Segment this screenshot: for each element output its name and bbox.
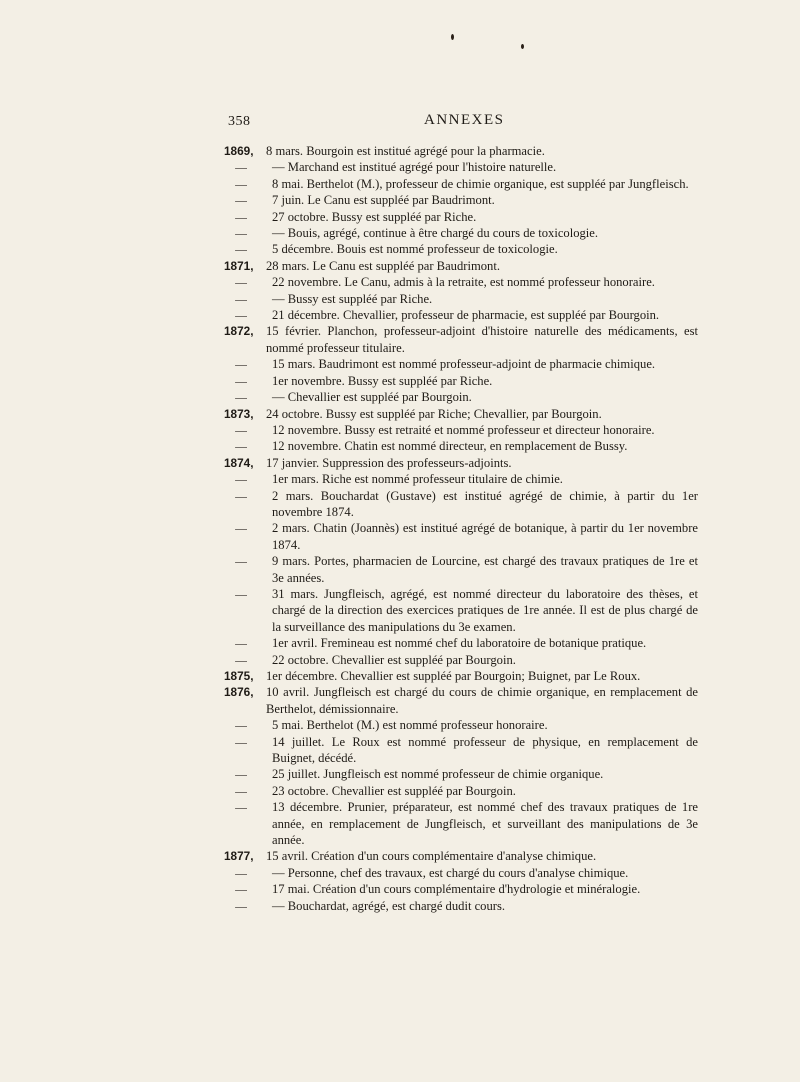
entry-year: — (235, 652, 247, 667)
entry-year: 1877, (224, 849, 254, 864)
entry-year: — (235, 636, 247, 651)
entry-year: 1872, (224, 324, 254, 339)
chronology-entry (224, 258, 698, 274)
chronology-entry (228, 356, 698, 372)
entry-text: 17 mai. Création d'un cours complémentaire d'hydrologie et minéralogie. (272, 882, 641, 897)
entry-year: — (235, 291, 247, 306)
entry-text: 17 janvier. Suppression des professeurs-adjoints. (266, 455, 512, 470)
entry-text: — Bussy est suppléé par Riche. (272, 291, 433, 306)
entry-year: — (235, 521, 247, 536)
entry-year: — (235, 160, 247, 175)
chronology-list (224, 143, 698, 914)
entry-year: — (235, 767, 247, 782)
entry-year: — (235, 734, 247, 749)
entry-text: 15 avril. Création d'un cours complémentaire d'analyse chimique. (266, 849, 597, 864)
page-number: 358 (228, 114, 251, 129)
entry-year: — (235, 226, 247, 241)
entry-year: — (235, 586, 247, 601)
entry-year: — (235, 357, 247, 372)
entry-year: — (235, 176, 247, 191)
entry-text: 8 mai. Berthelot (M.), professeur de chimie organique, est suppléé par Jungfleisch. (272, 176, 689, 191)
chronology-entry (228, 192, 698, 208)
entry-year: — (235, 488, 247, 503)
chronology-entry (224, 668, 698, 684)
chronology-entry (228, 176, 698, 192)
chronology-entry (228, 553, 698, 586)
chronology-entry (224, 455, 698, 471)
entry-text: 14 juillet. Le Roux est nommé professeur de physique, en remplacement de Buignet, décédé. (272, 734, 698, 766)
entry-text: 15 mars. Baudrimont est nommé professeur-adjoint de pharmacie chimique. (272, 357, 656, 372)
entry-text: 7 juin. Le Canu est suppléé par Baudrimont. (272, 193, 495, 208)
entry-text: 8 mars. Bourgoin est institué agrégé pour la pharmacie. (266, 144, 545, 158)
chronology-entry (228, 389, 698, 405)
entry-text: 31 mars. Jungfleisch, agrégé, est nommé directeur du laboratoire des thèses, et chargé de la direction des exercices pratiques de 1re année. Il est de plus chargé de la surveillance des manipulations du 3e examen. (272, 586, 698, 634)
entry-year: — (235, 193, 247, 208)
entry-year: — (235, 209, 247, 224)
chronology-entry (228, 159, 698, 175)
entry-year: — (235, 422, 247, 437)
entry-text: 24 octobre. Bussy est suppléé par Riche; Chevallier, par Bourgoin. (266, 406, 602, 421)
chronology-entry (228, 438, 698, 454)
ink-speck (451, 34, 454, 40)
entry-text: 2 mars. Bouchardat (Gustave) est institué agrégé de chimie, à partir du 1er novembre 1874. (272, 488, 698, 519)
entry-text: 5 mai. Berthelot (M.) est nommé professeur honoraire. (272, 718, 548, 733)
entry-text: 9 mars. Portes, pharmacien de Lourcine, est chargé des travaux pratiques de 1re et 3e années. (272, 554, 698, 585)
chronology-entry (228, 652, 698, 668)
entry-year: — (235, 439, 247, 454)
entry-year: — (235, 308, 247, 323)
entry-year: — (235, 275, 247, 290)
chronology-entry (224, 406, 698, 422)
entry-text: 25 juillet. Jungfleisch est nommé professeur de chimie organique. (272, 767, 604, 782)
page-header (228, 112, 578, 134)
chronology-entry (228, 488, 698, 521)
chronology-entry (228, 471, 698, 487)
chronology-entry (228, 766, 698, 782)
chronology-entry (228, 881, 698, 897)
chronology-entry (224, 848, 698, 864)
entry-text: 1er décembre. Chevallier est suppléé par Bourgoin; Buignet, par Le Roux. (266, 669, 641, 683)
chronology-entry (228, 422, 698, 438)
entry-year: 1873, (224, 406, 254, 421)
chronology-entry (228, 520, 698, 553)
entry-year: 1874, (224, 455, 254, 470)
chronology-entry (228, 865, 698, 881)
entry-text: 2 mars. Chatin (Joannès) est institué agrégé de botanique, à partir du 1er novembre 1874. (272, 521, 698, 552)
chronology-entry (224, 684, 698, 717)
chronology-entry (228, 225, 698, 241)
entry-text: — Marchand est institué agrégé pour l'histoire naturelle. (272, 160, 557, 175)
entry-text: 23 octobre. Chevallier est suppléé par Bourgoin. (272, 783, 516, 798)
chronology-entry (228, 274, 698, 290)
entry-text: 10 avril. Jungfleisch est chargé du cours de chimie organique, en remplacement de Berthelot, démissionnaire. (266, 685, 698, 716)
entry-year: — (235, 242, 247, 257)
entry-year: — (235, 865, 247, 880)
chronology-entry (228, 717, 698, 733)
entry-year: — (235, 882, 247, 897)
chronology-entry (228, 307, 698, 323)
chronology-entry (228, 586, 698, 635)
entry-year: — (235, 554, 247, 569)
chronology-entry (228, 291, 698, 307)
chronology-entry (228, 783, 698, 799)
entry-year: — (235, 718, 247, 733)
entry-year: — (235, 783, 247, 798)
entry-text: 12 novembre. Chatin est nommé directeur, en remplacement de Bussy. (272, 439, 628, 454)
entry-year: — (235, 373, 247, 388)
entry-text: 5 décembre. Bouis est nommé professeur de toxicologie. (272, 242, 558, 257)
chronology-entry (228, 241, 698, 257)
entry-text: 15 février. Planchon, professeur-adjoint d'histoire naturelle des médicaments, est nommé professeur titulaire. (266, 324, 698, 355)
entry-year: — (235, 390, 247, 405)
entry-year: — (235, 472, 247, 487)
chronology-entry (228, 635, 698, 651)
entry-text: — Personne, chef des travaux, est chargé du cours d'analyse chimique. (272, 865, 629, 880)
entry-text: — Bouis, agrégé, continue à être chargé du cours de toxicologie. (272, 226, 599, 241)
entry-text: 28 mars. Le Canu est suppléé par Baudrimont. (266, 258, 500, 273)
chronology-entry (228, 209, 698, 225)
entry-text: — Bouchardat, agrégé, est chargé dudit cours. (272, 898, 506, 913)
entry-year: — (235, 898, 247, 913)
chronology-entry (228, 373, 698, 389)
chronology-entry (228, 734, 698, 767)
ink-speck (521, 44, 524, 49)
entry-text: 1er avril. Fremineau est nommé chef du laboratoire de botanique pratique. (272, 636, 647, 651)
entry-text: 22 novembre. Le Canu, admis à la retraite, est nommé professeur honoraire. (272, 275, 655, 290)
entry-year: 1871, (224, 258, 254, 273)
entry-text: 13 décembre. Prunier, préparateur, est nommé chef des travaux pratiques de 1re année, en remplacement de Jungfleisch, et surveillant des manipulations de 3e année. (272, 800, 698, 848)
running-head: ANNEXES (424, 112, 505, 128)
entry-year: 1869, (224, 144, 254, 158)
entry-text: 27 octobre. Bussy est suppléé par Riche. (272, 209, 477, 224)
entry-text: — Chevallier est suppléé par Bourgoin. (272, 390, 472, 405)
entry-text: 12 novembre. Bussy est retraité et nommé professeur et directeur honoraire. (272, 422, 655, 437)
chronology-entry (228, 799, 698, 848)
chronology-entry (228, 898, 698, 914)
entry-text: 1er mars. Riche est nommé professeur titulaire de chimie. (272, 472, 563, 487)
entry-text: 1er novembre. Bussy est suppléé par Riche. (272, 373, 493, 388)
chronology-entry (224, 323, 698, 356)
entry-year: 1875, (224, 669, 254, 683)
entry-text: 22 octobre. Chevallier est suppléé par Bourgoin. (272, 652, 516, 667)
entry-text: 21 décembre. Chevallier, professeur de pharmacie, est suppléé par Bourgoin. (272, 308, 660, 323)
entry-year: 1876, (224, 685, 254, 700)
entry-year: — (235, 800, 247, 815)
chronology-entry (224, 143, 698, 159)
